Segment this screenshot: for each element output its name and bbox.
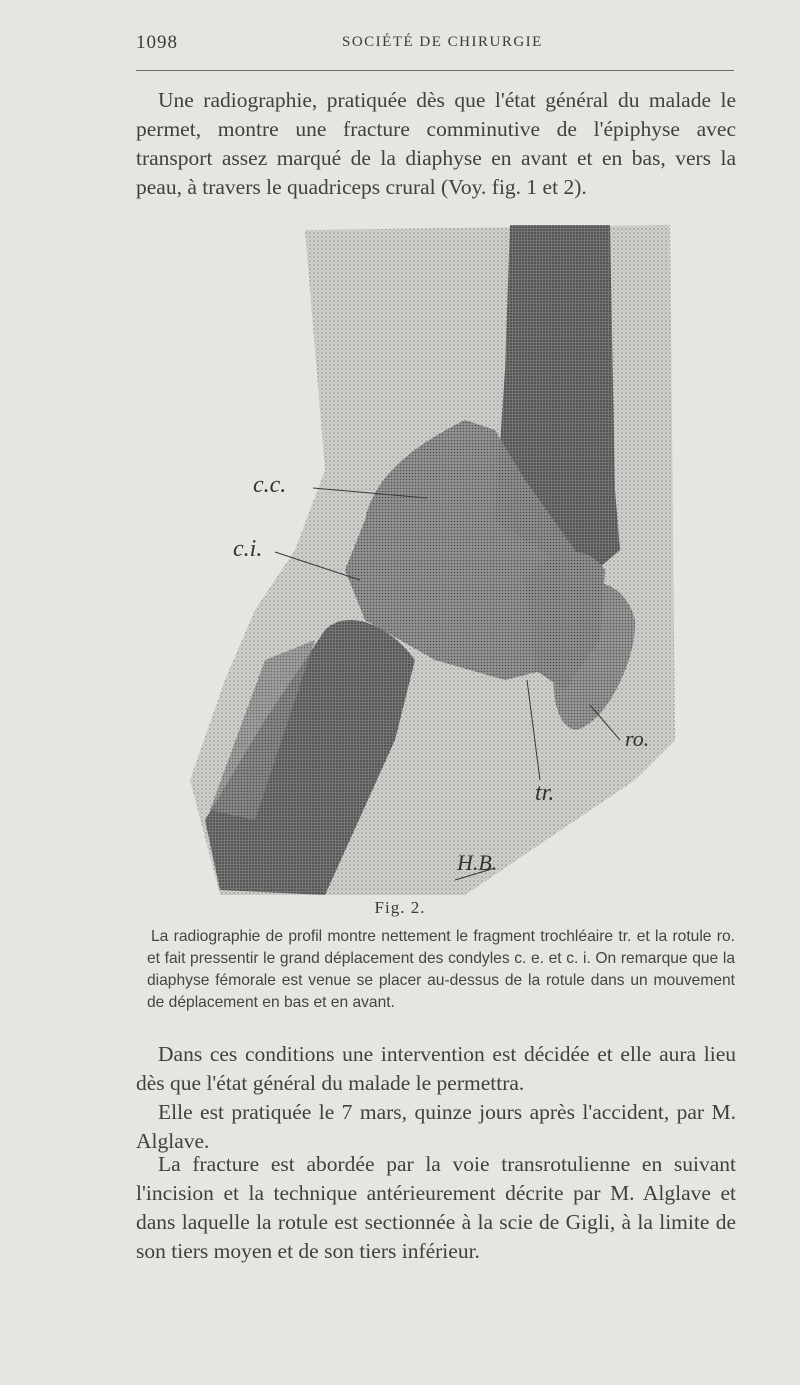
running-header [136,26,736,56]
paragraph-technique: La fracture est abordée par la voie transrotulienne en suivant l'incision et la technique antérieurement décrite par M. Alglave et dans laquelle la rotule est sectionnée à la scie de Gigli, à la limite de son tiers moyen et de son tiers inférieur. [136,1152,736,1263]
paragraph-intervention: Dans ces conditions une intervention est décidée et elle aura lieu dès que l'état général du malade le permettra. [136,1042,736,1095]
figure-caption: La radiographie de profil montre nettement le fragment trochléaire tr. et la rotule ro. et fait pressentir le grand déplacement des condyles c. e. et c. i. On remarque que la diaphyse fémorale est venue se placer au-dessus de la rotule dans un mouvement de déplacement en bas et en avant. [147,928,735,1011]
label-cc: c.c. [253,472,287,498]
figure-label: Fig. 2. [374,898,426,917]
paragraph-date: Elle est pratiquée le 7 mars, quinze jours après l'accident, par M. Alglave. [136,1100,736,1153]
radiograph-figure [165,220,690,895]
journal-title: SOCIÉTÉ DE CHIRURGIE [342,34,543,50]
label-tr: tr. [535,780,555,806]
page-number: 1098 [136,32,178,53]
header-rule [136,70,734,71]
paragraph-radiography: Une radiographie, pratiquée dès que l'état général du malade le permet, montre une fracture comminutive de l'épiphyse avec transport assez marqué de la diaphyse en avant et en bas, vers la peau, à travers le quadriceps crural (Voy. fig. 1 et 2). [136,88,736,199]
label-ci: c.i. [233,536,263,562]
artist-signature: H.B. [457,850,498,875]
knee-radiograph-illustration [165,220,690,895]
label-ro: ro. [625,726,650,751]
